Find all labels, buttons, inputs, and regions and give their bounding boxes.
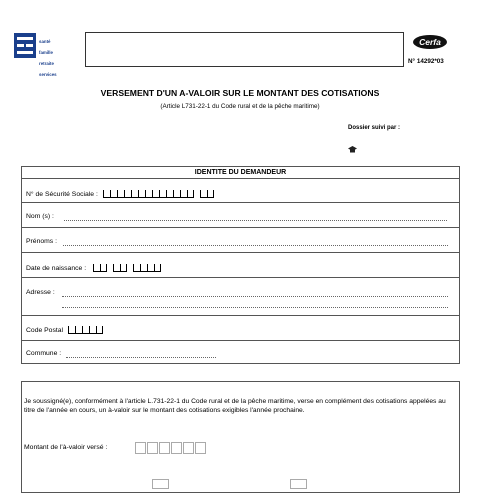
address-label: Adresse :: [26, 289, 55, 296]
name-field[interactable]: [64, 220, 447, 221]
divider: [22, 340, 459, 341]
ssn-label: N° de Sécurité Sociale :: [26, 191, 98, 198]
msa-logo: [14, 33, 66, 78]
msa-logo-icon: [14, 33, 36, 58]
logo-line: services: [39, 72, 57, 78]
divider: [22, 277, 459, 278]
postal-code-input[interactable]: [68, 326, 103, 334]
birthdate-month-input[interactable]: [113, 264, 127, 272]
address-field-line2[interactable]: [62, 307, 448, 308]
logo-tagline: [39, 33, 57, 83]
divider: [22, 252, 459, 253]
identity-heading: IDENTITE DU DEMANDEUR: [22, 167, 459, 179]
checkbox[interactable]: [290, 479, 307, 489]
form-title: VERSEMENT D'UN A-VALOIR SUR LE MONTANT DES COTISATIONS: [100, 88, 380, 98]
logo-line: retraite: [39, 60, 54, 66]
commune-label: Commune :: [26, 350, 62, 357]
form-subtitle: (Article L731-22-1 du Code rural et de la pêche maritime): [160, 103, 320, 110]
logo-line: famille: [39, 49, 53, 55]
birthdate-year-input[interactable]: [133, 264, 161, 272]
name-label: Nom (s) :: [26, 213, 54, 220]
ssn-input[interactable]: [103, 190, 194, 198]
amount-input[interactable]: [135, 441, 207, 459]
birthdate-row: [26, 264, 161, 272]
firstname-field[interactable]: [63, 245, 448, 246]
dossier-label: Dossier suivi par :: [348, 125, 401, 131]
birthdate-label: Date de naissance :: [26, 265, 87, 272]
checkbox[interactable]: [152, 479, 169, 489]
commune-field[interactable]: [66, 357, 216, 358]
ssn-key-input[interactable]: [200, 190, 214, 198]
firstname-label: Prénoms :: [26, 238, 57, 245]
header-address-box[interactable]: [85, 32, 404, 67]
cerfa-logo: Cerfa: [413, 35, 447, 49]
divider: [22, 202, 459, 203]
postal-row: [26, 326, 103, 334]
address-field-line1[interactable]: [62, 296, 448, 297]
ssn-row: [26, 190, 214, 198]
logo-line: santé: [39, 38, 51, 44]
divider: [22, 315, 459, 316]
payment-section: [21, 381, 460, 493]
cerfa-number: N° 14292*03: [408, 58, 444, 65]
identity-section: [21, 166, 460, 364]
postal-label: Code Postal: [26, 327, 64, 334]
divider: [22, 227, 459, 228]
declaration-paragraph: Je soussigné(e), conformément à l'article L.731-22-1 du Code rural et de la pêche maritime, verse en complément des cotisations appelées au titre de l'année en cours, un à-valoir sur le montant des cotisations exigibles l'année prochaine.: [24, 398, 446, 414]
graduation-cap-icon: [348, 146, 357, 153]
amount-label: Montant de l'à-valoir versé :: [24, 444, 108, 451]
birthdate-day-input[interactable]: [93, 264, 107, 272]
